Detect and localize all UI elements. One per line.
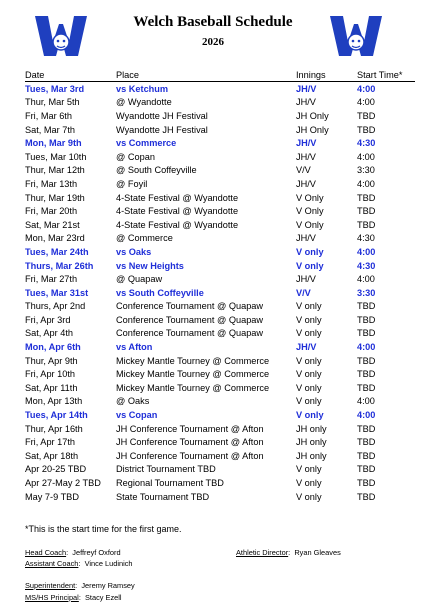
cell-place: vs South Coffeyville bbox=[116, 287, 204, 298]
cell-start-time: 4:00 bbox=[357, 97, 375, 108]
cell-date: Mon, Apr 6th bbox=[25, 342, 81, 353]
cell-start-time: 3:30 bbox=[357, 165, 375, 176]
column-header-innings: Innings bbox=[296, 68, 357, 82]
cell-innings: JH Only bbox=[296, 110, 329, 121]
start-time-footnote: *This is the start time for the first game. bbox=[25, 524, 182, 534]
cell-start-time: TBD bbox=[357, 219, 376, 230]
cell-date: Tues, Mar 24th bbox=[25, 246, 89, 257]
cell-date: Mon, Apr 13th bbox=[25, 396, 83, 407]
cell-place: JH Conference Tournament @ Afton bbox=[116, 437, 264, 448]
cell-start-time: 4:00 bbox=[357, 274, 375, 285]
cell-start-time: TBD bbox=[357, 369, 376, 380]
principal-label: MS/HS Principal bbox=[25, 593, 79, 602]
table-row bbox=[25, 327, 415, 341]
cell-start-time: TBD bbox=[357, 450, 376, 461]
cell-innings: V Only bbox=[296, 192, 324, 203]
cell-innings: JH only bbox=[296, 437, 327, 448]
cell-innings: V only bbox=[296, 464, 322, 475]
cell-place: Mickey Mantle Tourney @ Commerce bbox=[116, 369, 270, 380]
cell-place: @ Quapaw bbox=[116, 274, 163, 285]
cell-place: Conference Tournament @ Quapaw bbox=[116, 301, 264, 312]
cell-start-time: TBD bbox=[357, 478, 376, 489]
table-header-row bbox=[25, 68, 415, 82]
cell-place: vs Oaks bbox=[116, 246, 152, 257]
table-row bbox=[25, 490, 415, 504]
table-row bbox=[25, 367, 415, 381]
cell-start-time: TBD bbox=[357, 124, 376, 135]
cell-date: Thur, Apr 9th bbox=[25, 355, 78, 366]
cell-innings: V only bbox=[296, 314, 322, 325]
table-row bbox=[25, 204, 415, 218]
table-row bbox=[25, 354, 415, 368]
table-row bbox=[25, 245, 415, 259]
cell-date: Mon, Mar 23rd bbox=[25, 233, 85, 244]
table-row bbox=[25, 435, 415, 449]
cell-start-time: TBD bbox=[357, 437, 376, 448]
cell-start-time: 3:30 bbox=[357, 287, 376, 298]
principal-name: Stacy Ezell bbox=[84, 593, 122, 602]
superintendent-name: Jeremy Ramsey bbox=[81, 581, 135, 590]
cell-place: 4-State Festival @ Wyandotte bbox=[116, 192, 239, 203]
cell-place: Conference Tournament @ Quapaw bbox=[116, 314, 264, 325]
cell-start-time: TBD bbox=[357, 110, 376, 121]
cell-start-time: TBD bbox=[357, 355, 376, 366]
schedule-rows bbox=[25, 82, 415, 504]
cell-start-time: TBD bbox=[357, 192, 376, 203]
table-row bbox=[25, 449, 415, 463]
principal-line: MS/HS Principal: Stacy Ezell bbox=[25, 593, 122, 602]
cell-place: @ Commerce bbox=[116, 233, 173, 244]
cell-start-time: TBD bbox=[357, 314, 376, 325]
column-header-start-time: Start Time* bbox=[357, 68, 415, 82]
cell-date: Fri, Mar 13th bbox=[25, 178, 78, 189]
cell-date: Apr 20-25 TBD bbox=[25, 464, 87, 475]
cell-start-time: 4:00 bbox=[357, 342, 376, 353]
cell-date: Sat, Apr 4th bbox=[25, 328, 74, 339]
cell-start-time: 4:00 bbox=[357, 410, 376, 421]
cell-start-time: TBD bbox=[357, 206, 376, 217]
cell-place: JH Conference Tournament @ Afton bbox=[116, 423, 264, 434]
table-row bbox=[25, 300, 415, 314]
assistant-coach-label: Assistant Coach bbox=[25, 559, 79, 568]
cell-innings: V Only bbox=[296, 219, 324, 230]
table-row bbox=[25, 191, 415, 205]
cell-innings: V only bbox=[296, 369, 322, 380]
cell-date: Thurs, Apr 2nd bbox=[25, 301, 86, 312]
cell-place: @ South Coffeyville bbox=[116, 165, 197, 176]
cell-start-time: 4:00 bbox=[357, 178, 375, 189]
cell-date: Fri, Apr 3rd bbox=[25, 314, 71, 325]
cell-start-time: TBD bbox=[357, 328, 376, 339]
table-row bbox=[25, 272, 415, 286]
cell-date: Tues, Mar 31st bbox=[25, 287, 89, 298]
cell-innings: JH/V bbox=[296, 342, 317, 353]
cell-innings: JH/V bbox=[296, 274, 316, 285]
cell-place: State Tournament TBD bbox=[116, 491, 210, 502]
page-title: Welch Baseball Schedule bbox=[133, 14, 293, 30]
table-row bbox=[25, 313, 415, 327]
cell-place: Wyandotte JH Festival bbox=[116, 110, 208, 121]
cell-place: @ Oaks bbox=[116, 396, 150, 407]
cell-innings: V only bbox=[296, 260, 324, 271]
cell-date: Thur, Mar 19th bbox=[25, 192, 85, 203]
cell-place: @ Wyandotte bbox=[116, 97, 172, 108]
cell-place: Mickey Mantle Tourney @ Commerce bbox=[116, 382, 270, 393]
cell-date: Thur, Mar 5th bbox=[25, 97, 80, 108]
cell-start-time: 4:00 bbox=[357, 396, 375, 407]
cell-innings: V only bbox=[296, 301, 322, 312]
cell-date: Sat, Mar 21st bbox=[25, 219, 80, 230]
schedule-year: 2026 bbox=[202, 36, 224, 48]
cell-date: May 7-9 TBD bbox=[25, 491, 79, 502]
cell-innings: JH/V bbox=[296, 178, 316, 189]
cell-date: Thur, Mar 12th bbox=[25, 165, 85, 176]
table-row bbox=[25, 395, 415, 409]
cell-place: JH Conference Tournament @ Afton bbox=[116, 450, 264, 461]
athletic-director-line: Athletic Director: Ryan Gleaves bbox=[236, 548, 341, 557]
table-row bbox=[25, 177, 415, 191]
cell-date: Mon, Mar 9th bbox=[25, 138, 82, 149]
table-row bbox=[25, 136, 415, 150]
cell-innings: V only bbox=[296, 328, 322, 339]
cell-date: Tues, Mar 10th bbox=[25, 151, 87, 162]
cell-date: Thurs, Mar 26th bbox=[25, 260, 94, 271]
cell-innings: V only bbox=[296, 491, 322, 502]
cell-innings: V/V bbox=[296, 165, 311, 176]
cell-innings: JH Only bbox=[296, 124, 329, 135]
cell-start-time: TBD bbox=[357, 464, 376, 475]
table-row bbox=[25, 164, 415, 178]
cell-start-time: 4:00 bbox=[357, 246, 376, 257]
cell-innings: V only bbox=[296, 246, 324, 257]
assistant-coach-name: Vince Ludinich bbox=[84, 559, 133, 568]
cell-innings: JH/V bbox=[296, 97, 316, 108]
table-row bbox=[25, 82, 415, 96]
cell-place: @ Foyil bbox=[116, 178, 148, 189]
cell-place: Mickey Mantle Tourney @ Commerce bbox=[116, 355, 270, 366]
cell-date: Fri, Mar 6th bbox=[25, 110, 72, 121]
table-row bbox=[25, 422, 415, 436]
table-row bbox=[25, 123, 415, 137]
cell-start-time: 4:00 bbox=[357, 151, 375, 162]
cell-place: vs Afton bbox=[116, 342, 153, 353]
cell-date: Tues, Apr 14th bbox=[25, 410, 88, 421]
cell-start-time: 4:30 bbox=[357, 138, 376, 149]
cell-date: Sat, Apr 18th bbox=[25, 450, 79, 461]
table-row bbox=[25, 232, 415, 246]
table-row bbox=[25, 476, 415, 490]
superintendent-line: Superintendent: Jeremy Ramsey bbox=[25, 581, 135, 590]
superintendent-label: Superintendent bbox=[25, 581, 76, 590]
cell-place: Regional Tournament TBD bbox=[116, 478, 224, 489]
cell-place: 4-State Festival @ Wyandotte bbox=[116, 206, 239, 217]
cell-place: vs Ketchum bbox=[116, 83, 169, 94]
cell-place: vs Commerce bbox=[116, 138, 177, 149]
cell-innings: JH/V bbox=[296, 233, 316, 244]
table-row bbox=[25, 340, 415, 354]
cell-place: 4-State Festival @ Wyandotte bbox=[116, 219, 239, 230]
athletic-director-label: Athletic Director bbox=[236, 548, 289, 557]
cell-innings: V only bbox=[296, 355, 322, 366]
table-row bbox=[25, 109, 415, 123]
cell-place: Wyandotte JH Festival bbox=[116, 124, 208, 135]
head-coach-label: Head Coach bbox=[25, 548, 67, 557]
cell-start-time: 4:00 bbox=[357, 83, 376, 94]
table-row bbox=[25, 286, 415, 300]
cell-innings: V only bbox=[296, 382, 322, 393]
cell-date: Apr 27-May 2 TBD bbox=[25, 478, 101, 489]
cell-date: Fri, Mar 27th bbox=[25, 274, 78, 285]
cell-innings: V only bbox=[296, 396, 322, 407]
cell-start-time: TBD bbox=[357, 423, 376, 434]
cell-innings: JH/V bbox=[296, 138, 317, 149]
cell-date: Thur, Apr 16th bbox=[25, 423, 83, 434]
head-coach-line: Head Coach: Jeffreyf Oxford bbox=[25, 548, 121, 557]
cell-innings: V Only bbox=[296, 206, 324, 217]
cell-innings: JH/V bbox=[296, 83, 317, 94]
head-coach-name: Jeffreyf Oxford bbox=[72, 548, 121, 557]
table-row bbox=[25, 408, 415, 422]
cell-innings: V/V bbox=[296, 287, 311, 298]
cell-date: Fri, Mar 20th bbox=[25, 206, 78, 217]
cell-innings: JH only bbox=[296, 423, 327, 434]
column-header-place: Place bbox=[116, 68, 296, 82]
schedule-table bbox=[25, 68, 415, 503]
cell-date: Fri, Apr 10th bbox=[25, 369, 76, 380]
cell-date: Sat, Apr 11th bbox=[25, 382, 78, 393]
cell-start-time: 4:30 bbox=[357, 260, 376, 271]
table-row bbox=[25, 463, 415, 477]
cell-start-time: TBD bbox=[357, 491, 376, 502]
cell-innings: V only bbox=[296, 478, 322, 489]
table-row bbox=[25, 381, 415, 395]
cell-start-time: TBD bbox=[357, 382, 376, 393]
cell-start-time: 4:30 bbox=[357, 233, 375, 244]
table-row bbox=[25, 259, 415, 273]
cell-date: Tues, Mar 3rd bbox=[25, 83, 85, 94]
table-row bbox=[25, 150, 415, 164]
cell-innings: JH only bbox=[296, 450, 327, 461]
cell-innings: JH/V bbox=[296, 151, 316, 162]
cell-place: vs New Heights bbox=[116, 260, 184, 271]
cell-place: @ Copan bbox=[116, 151, 155, 162]
cell-place: Conference Tournament @ Quapaw bbox=[116, 328, 264, 339]
column-header-date: Date bbox=[25, 68, 116, 82]
cell-place: District Tournament TBD bbox=[116, 464, 216, 475]
table-row bbox=[25, 96, 415, 110]
cell-date: Fri, Apr 17th bbox=[25, 437, 76, 448]
cell-date: Sat, Mar 7th bbox=[25, 124, 76, 135]
assistant-coach-line: Assistant Coach: Vince Ludinich bbox=[25, 559, 133, 568]
athletic-director-name: Ryan Gleaves bbox=[294, 548, 341, 557]
cell-innings: V only bbox=[296, 410, 324, 421]
cell-place: vs Copan bbox=[116, 410, 158, 421]
cell-start-time: TBD bbox=[357, 301, 376, 312]
table-row bbox=[25, 218, 415, 232]
